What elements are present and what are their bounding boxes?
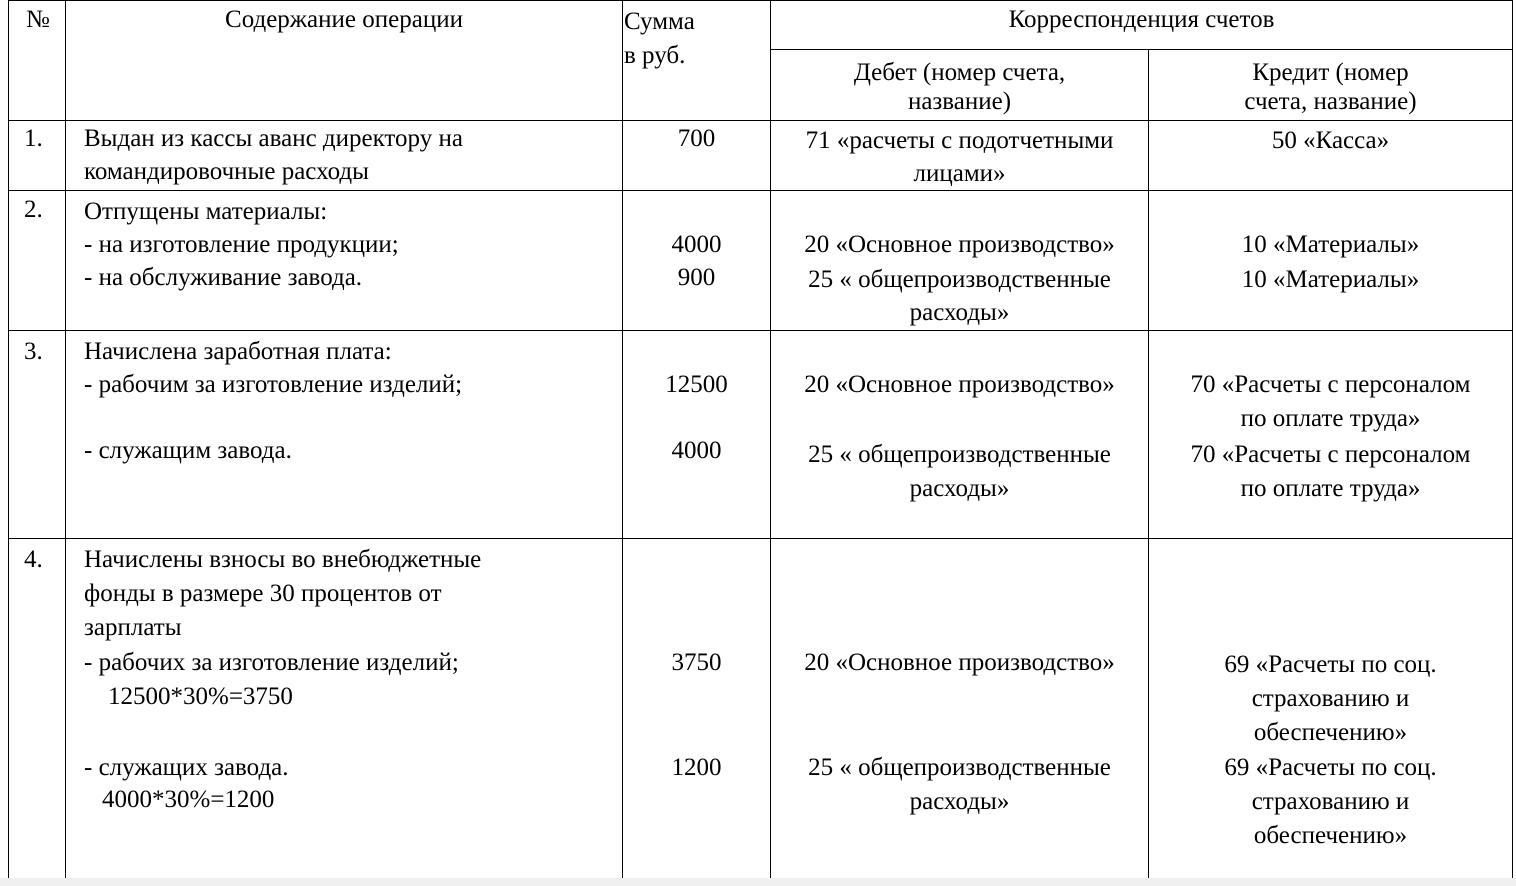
debit-account: 71 «расчеты с подотчетными — [805, 127, 1114, 154]
grid-line — [8, 538, 1513, 539]
operation-text: 4000*30%=1200 — [102, 786, 275, 813]
debit-account: 20 «Основное производство» — [804, 231, 1115, 258]
operation-text: - рабочих за изготовление изделий; — [84, 649, 459, 676]
operation-text: Отпущены материалы: — [84, 198, 328, 225]
debit-account: 25 « общепроизводственные — [808, 441, 1111, 468]
credit-account: обеспечению» — [1253, 719, 1408, 746]
credit-account: страхованию и — [1251, 788, 1410, 815]
grid-line — [8, 190, 1513, 191]
header-sum-line1: Сумма — [624, 8, 695, 35]
operation-text: Выдан из кассы аванс директору на — [84, 125, 463, 152]
debit-account: лицами» — [913, 160, 1006, 187]
credit-account: 70 «Расчеты с персоналом — [1190, 371, 1471, 398]
header-correspondence: Корреспонденция счетов — [1008, 6, 1275, 33]
grid-line — [8, 330, 1513, 331]
operation-text: Начислены взносы во внебюджетные — [84, 546, 482, 573]
credit-account: по оплате труда» — [1240, 405, 1421, 432]
header-content: Содержание операции — [225, 6, 463, 33]
debit-account: расходы» — [909, 788, 1010, 815]
grid-line — [65, 0, 66, 878]
credit-account: 70 «Расчеты с персоналом — [1190, 441, 1471, 468]
amount: 700 — [677, 125, 716, 152]
credit-account: по оплате труда» — [1240, 475, 1421, 502]
amount: 900 — [677, 264, 716, 291]
debit-account: расходы» — [909, 299, 1010, 326]
credit-account: 69 «Расчеты по соц. — [1224, 651, 1437, 678]
operation-text: - на изготовление продукции; — [84, 231, 399, 258]
credit-account: 10 «Материалы» — [1241, 266, 1420, 293]
operation-text: командировочные расходы — [84, 158, 369, 185]
operation-text: фонды в размере 30 процентов от — [84, 580, 442, 607]
row-number: 2. — [24, 196, 43, 223]
header-credit-line1: Кредит (номер — [1252, 59, 1409, 86]
header-sum-line2: в руб. — [624, 42, 686, 69]
credit-account: 10 «Материалы» — [1241, 231, 1420, 258]
grid-line — [8, 120, 1513, 121]
credit-account: 69 «Расчеты по соц. — [1224, 754, 1437, 781]
operation-text: - рабочим за изготовление изделий; — [84, 371, 463, 398]
grid-line — [8, 0, 9, 878]
page-bottom-edge — [0, 878, 1516, 886]
debit-account: расходы» — [909, 475, 1010, 502]
amount: 12500 — [665, 371, 728, 398]
amount: 1200 — [671, 754, 722, 781]
operation-text: Начислена заработная плата: — [84, 338, 392, 365]
grid-line — [770, 49, 1513, 50]
row-number: 1. — [24, 125, 43, 152]
debit-account: 25 « общепроизводственные — [808, 266, 1111, 293]
header-debit-line2: название) — [907, 88, 1012, 115]
credit-account: обеспечению» — [1253, 822, 1408, 849]
grid-line — [1512, 0, 1513, 878]
debit-account: 20 «Основное производство» — [804, 649, 1115, 676]
debit-account: 20 «Основное производство» — [804, 371, 1115, 398]
amount: 4000 — [671, 437, 722, 464]
header-debit-line1: Дебет (номер счета, — [853, 59, 1066, 86]
credit-account: страхованию и — [1251, 685, 1410, 712]
row-number: 4. — [24, 546, 43, 573]
amount: 3750 — [671, 649, 722, 676]
operation-text: - служащим завода. — [84, 437, 292, 464]
grid-line — [8, 0, 1513, 1]
amount: 4000 — [671, 231, 722, 258]
credit-account: 50 «Касса» — [1271, 127, 1390, 154]
operation-text: зарплаты — [84, 614, 182, 641]
header-credit-line2: счета, название) — [1244, 88, 1417, 115]
operation-text: - служащих завода. — [84, 754, 289, 781]
operation-text: 12500*30%=3750 — [108, 683, 293, 710]
operation-text: - на обслуживание завода. — [84, 264, 363, 291]
header-num: № — [26, 6, 50, 33]
debit-account: 25 « общепроизводственные — [808, 754, 1111, 781]
row-number: 3. — [24, 338, 43, 365]
